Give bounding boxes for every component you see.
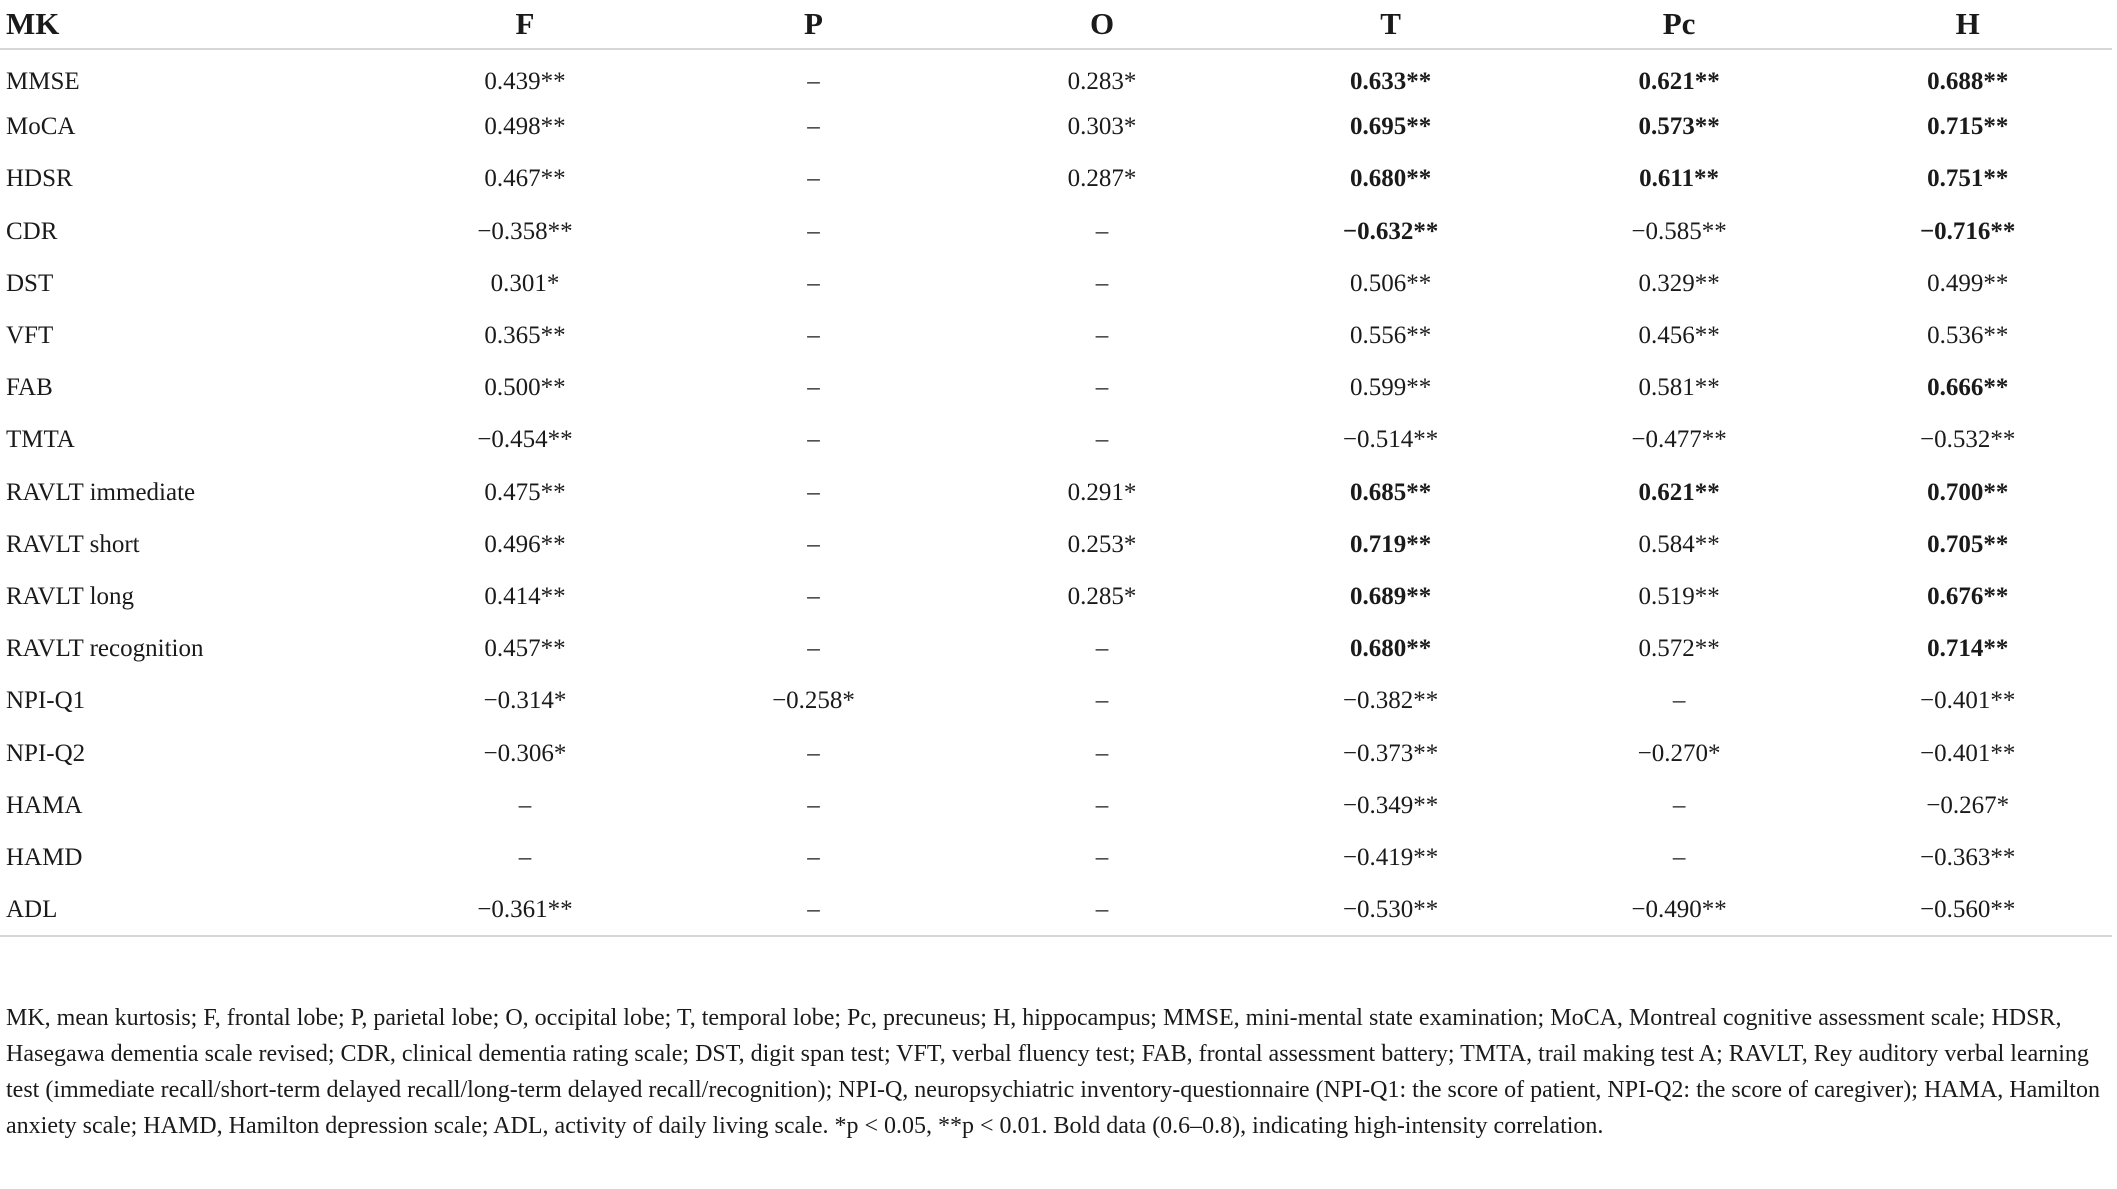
table-cell: 0.688** (1927, 67, 2009, 95)
table-cell: −0.532** (1920, 426, 2016, 454)
table-row (0, 258, 2112, 310)
table-cell: 0.685** (1349, 478, 1432, 506)
column-header-f: F (515, 6, 535, 41)
table-row (0, 414, 2112, 466)
row-label: MMSE (6, 67, 80, 95)
table-cell: 0.456** (1638, 322, 1720, 350)
table-cell: −0.270* (1637, 739, 1721, 767)
table-cell: 0.689** (1349, 582, 1432, 610)
table-cell: −0.401** (1920, 739, 2016, 767)
table-cell: 0.599** (1349, 374, 1432, 402)
table-cell: 0.719** (1349, 530, 1432, 558)
table-cell: −0.454** (477, 426, 573, 454)
table-cell: −0.560** (1920, 895, 2016, 923)
table-row (0, 362, 2112, 414)
row-label: VFT (6, 322, 54, 350)
table-cell: 0.285* (1067, 582, 1137, 610)
table-cell: 0.680** (1349, 635, 1432, 663)
table-cell: −0.585** (1631, 217, 1727, 245)
table-cell: 0.496** (484, 530, 566, 558)
table-row (0, 832, 2112, 884)
table-row (0, 467, 2112, 519)
table-cell: 0.287* (1067, 165, 1137, 193)
table-cell: 0.498** (484, 113, 566, 141)
table-cell: −0.716** (1919, 217, 2016, 245)
table-row (0, 727, 2112, 779)
table-cell: – (807, 426, 820, 454)
table-cell: – (807, 165, 820, 193)
table-cell: 0.365** (484, 322, 566, 350)
table-cell: – (1095, 269, 1109, 297)
table-cell: – (1095, 791, 1109, 819)
table-cell: 0.303* (1067, 113, 1137, 141)
row-label: NPI-Q1 (6, 687, 86, 715)
table-cell: −0.419** (1342, 843, 1439, 871)
table-row (0, 623, 2112, 675)
table-cell: −0.314* (483, 687, 567, 715)
table-cell: 0.283* (1067, 67, 1137, 95)
table-cell: −0.267* (1926, 791, 2010, 819)
table-cell: −0.477** (1631, 426, 1727, 454)
table-cell: – (807, 582, 820, 610)
row-label: HAMD (6, 843, 83, 871)
table-cell: – (1095, 426, 1109, 454)
table-cell: – (1095, 217, 1109, 245)
table-cell: −0.363** (1920, 843, 2016, 871)
row-label: RAVLT short (6, 530, 140, 558)
table-row (0, 310, 2112, 362)
table-row (0, 49, 2112, 101)
table-cell: 0.457** (484, 635, 566, 663)
table-cell: – (1095, 374, 1109, 402)
table-cell: −0.401** (1920, 687, 2016, 715)
table-cell: – (807, 322, 820, 350)
table-cell: −0.373** (1342, 739, 1439, 767)
row-label: CDR (6, 217, 58, 245)
table-row (0, 206, 2112, 258)
table-cell: – (807, 530, 820, 558)
row-label: ADL (6, 895, 58, 923)
table-cell: – (1672, 791, 1686, 819)
table-cell: 0.633** (1349, 67, 1432, 95)
table-cell: 0.475** (484, 478, 566, 506)
table-cell: – (807, 791, 820, 819)
table-cell: – (807, 374, 820, 402)
table-cell: – (807, 269, 820, 297)
header-row (0, 0, 2112, 49)
table-cell: 0.715** (1927, 113, 2009, 141)
table-cell: 0.680** (1349, 165, 1432, 193)
table-cell: – (807, 843, 820, 871)
table-cell: – (807, 478, 820, 506)
column-header-pc: Pc (1662, 6, 1696, 41)
table-cell: – (1095, 895, 1109, 923)
table-cell: −0.349** (1342, 791, 1439, 819)
column-header-p: P (804, 6, 823, 41)
table-cell: −0.258* (772, 687, 855, 715)
table-footnote: MK, mean kurtosis; F, frontal lobe; P, parietal lobe; O, occipital lobe; T, temporal lobe; Pc, precuneus; H, hippocampus; MMSE, mini-mental state examination; MoCA, Montreal cognitive assessment scale; HDSR, Hasegawa dementia scale revised; CDR, clinical dementia rating scale; DST, digit span test; VFT, verbal fluency test; FAB, frontal assessment battery; TMTA, trail making test A; RAVLT, Rey auditory verbal learning test (immediate recall/short-term delayed recall/long-term delayed recall/recognition); NPI-Q, neuropsychiatric inventory-questionnaire (NPI-Q1: the score of patient, NPI-Q2: the score of caregiver); HAMA, Hamilton anxiety scale; HAMD, Hamilton depression scale; ADL, activity of daily living scale. *p < 0.05, **p < 0.01. Bold data (0.6–0.8), indicating high-intensity correlation. (6, 1005, 2100, 1139)
table-cell: – (1672, 687, 1686, 715)
table-cell: – (1095, 635, 1109, 663)
table-cell: – (807, 217, 820, 245)
table-cell: – (807, 739, 820, 767)
table-cell: – (1095, 843, 1109, 871)
table-cell: 0.621** (1638, 67, 1720, 95)
row-label: MoCA (6, 113, 76, 141)
table-cell: 0.329** (1638, 269, 1720, 297)
row-label: FAB (6, 374, 53, 402)
table-cell: 0.439** (484, 67, 566, 95)
table-cell: 0.536** (1927, 322, 2009, 350)
table-cell: – (807, 67, 820, 95)
row-label: TMTA (6, 426, 75, 454)
table-cell: 0.666** (1927, 374, 2009, 402)
table-cell: −0.530** (1342, 895, 1439, 923)
table-cell: 0.751** (1927, 165, 2009, 193)
table-row (0, 780, 2112, 832)
table-cell: −0.632** (1342, 217, 1439, 245)
table-cell: – (518, 843, 532, 871)
table-row (0, 153, 2112, 205)
table-body (0, 49, 2112, 936)
table-cell: −0.490** (1631, 895, 1727, 923)
column-header-o: O (1089, 6, 1115, 41)
table-cell: 0.556** (1349, 322, 1432, 350)
table-cell: 0.676** (1927, 582, 2009, 610)
table-cell: – (1095, 322, 1109, 350)
row-label: DST (6, 269, 54, 297)
table-row (0, 101, 2112, 153)
table-row (0, 571, 2112, 623)
table-cell: 0.584** (1638, 530, 1720, 558)
row-label: HDSR (6, 165, 73, 193)
table-cell: 0.467** (484, 165, 566, 193)
table-cell: 0.253* (1067, 530, 1137, 558)
table-cell: −0.514** (1342, 426, 1439, 454)
table-cell: – (518, 791, 532, 819)
table-cell: 0.572** (1638, 635, 1720, 663)
table-cell: 0.714** (1927, 635, 2009, 663)
table-cell: – (807, 113, 820, 141)
table-cell: 0.700** (1927, 478, 2009, 506)
table-cell: −0.306* (483, 739, 567, 767)
table-cell: 0.581** (1638, 374, 1720, 402)
row-label: NPI-Q2 (6, 739, 86, 767)
table-cell: 0.519** (1638, 582, 1720, 610)
table-row (0, 519, 2112, 571)
table-cell: – (1095, 739, 1109, 767)
table-cell: 0.506** (1349, 269, 1432, 297)
row-label: RAVLT long (6, 582, 135, 610)
table-cell: 0.695** (1349, 113, 1432, 141)
row-label: RAVLT immediate (6, 478, 196, 506)
row-label: HAMA (6, 791, 83, 819)
table-cell: 0.573** (1638, 113, 1720, 141)
table-cell: −0.358** (477, 217, 573, 245)
table-cell: – (1672, 843, 1686, 871)
column-header-h: H (1955, 6, 1980, 41)
table-header (0, 0, 2112, 49)
table-cell: 0.499** (1927, 269, 2009, 297)
table-cell: 0.414** (484, 582, 566, 610)
table-cell: 0.291* (1067, 478, 1137, 506)
table-cell: 0.705** (1927, 530, 2009, 558)
table-cell: 0.500** (484, 374, 566, 402)
table-cell: – (807, 895, 820, 923)
table-cell: 0.621** (1638, 478, 1720, 506)
table-row (0, 884, 2112, 936)
table-cell: −0.361** (477, 895, 573, 923)
table-cell: −0.382** (1342, 687, 1439, 715)
row-label: RAVLT recognition (6, 635, 204, 663)
table-cell: 0.301* (490, 269, 560, 297)
column-header-t: T (1380, 6, 1401, 41)
table-cell: – (1095, 687, 1109, 715)
table-row (0, 675, 2112, 727)
table-cell: – (807, 635, 820, 663)
column-header-mk: MK (6, 6, 60, 41)
table-cell: 0.611** (1639, 165, 1720, 193)
